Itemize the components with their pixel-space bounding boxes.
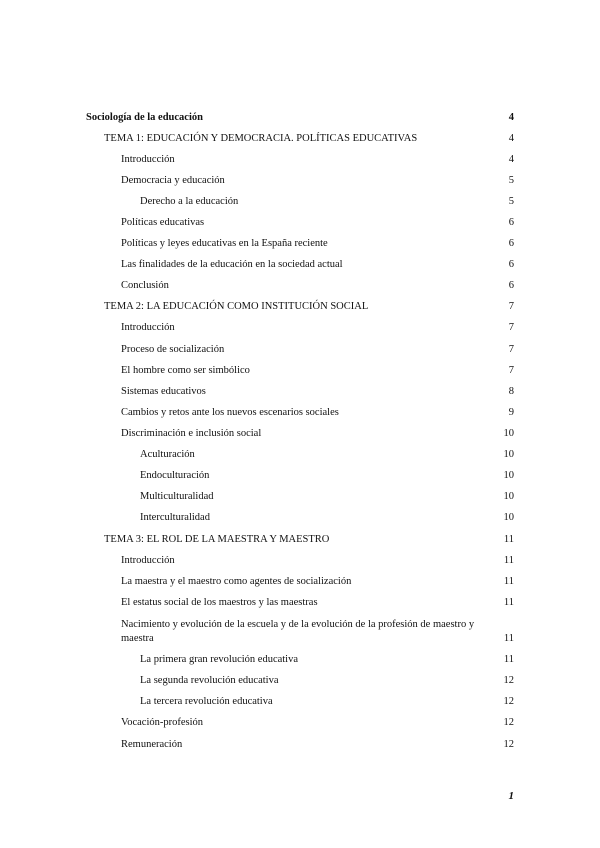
toc-entry-page: 7 [508,365,514,376]
toc-entry-page: 8 [508,386,514,397]
toc-entry-title: Cambios y retos ante los nuevos escenarios sociales [121,407,339,418]
toc-entry-page: 11 [503,597,514,608]
toc-entry-title: La tercera revolución educativa [140,696,273,707]
toc-entry-title: TEMA 2: LA EDUCACIÓN COMO INSTITUCIÓN SOCIAL [104,301,369,312]
toc-entry-page: 12 [503,696,514,707]
toc-entry-title: TEMA 3: EL ROL DE LA MAESTRA Y MAESTRO [104,534,330,545]
toc-entry-title: Nacimiento y evolución de la escuela y de la evolución de la profesión de maestro y maestra [121,619,475,644]
toc-entry-page: 4 [508,154,514,165]
toc-entry-title: El hombre como ser simbólico [121,365,250,376]
toc-entry-page: 11 [503,654,514,665]
toc-entry-page: 10 [503,512,514,523]
toc-entry-page: 9 [508,407,514,418]
toc-entry-page: 11 [503,555,514,566]
toc-entry-title: Democracia y educación [121,175,225,186]
toc-entry-page: 7 [508,344,514,355]
toc-entry-title: Discriminación e inclusión social [121,428,262,439]
toc-entry-title: Aculturación [140,449,195,460]
toc-entry-page: 6 [508,280,514,291]
toc-entry-page: 12 [503,717,514,728]
toc-entry-title: Proceso de socialización [121,344,225,355]
toc-entry-title: Remuneración [121,739,183,750]
toc-entry-title: La maestra y el maestro como agentes de socialización [121,576,352,587]
toc-entry-title: Derecho a la educación [140,196,239,207]
toc-entry-page: 4 [508,112,514,123]
toc-entry-page: 12 [503,675,514,686]
toc-entry-title: Sistemas educativos [121,386,206,397]
toc-entry-title: Vocación-profesión [121,717,204,728]
toc-entry-page: 6 [508,259,514,270]
toc-entry-page: 5 [508,175,514,186]
toc-entry-page: 10 [503,428,514,439]
toc-entry-page: 11 [503,576,514,587]
toc-entry-page: 6 [508,238,514,249]
toc-entry-title: Introducción [121,322,175,333]
toc-entry-title: Sociología de la educación [86,112,203,123]
toc-entry-page: 10 [503,470,514,481]
page-number: 1 [508,790,514,802]
toc-entry-title: Endoculturación [140,470,210,481]
toc-entry-title: Políticas y leyes educativas en la España reciente [121,238,328,249]
toc-entry-title: Introducción [121,555,175,566]
toc-entry-title: Las finalidades de la educación en la sociedad actual [121,259,343,270]
toc-entry-page: 11 [503,633,514,644]
toc-entry-title: Conclusión [121,280,169,291]
toc-entry-title: Políticas educativas [121,217,205,228]
toc-entry-page: 11 [503,534,514,545]
toc-entry-title: La primera gran revolución educativa [140,654,299,665]
toc-entry-title: El estatus social de los maestros y las maestras [121,597,318,608]
toc-entry-page: 5 [508,196,514,207]
toc-entry-page: 10 [503,449,514,460]
toc-entry-title: TEMA 1: EDUCACIÓN Y DEMOCRACIA. POLÍTICAS EDUCATIVAS [104,133,418,144]
toc-entry-title: Interculturalidad [140,512,210,523]
toc-entry-page: 6 [508,217,514,228]
toc-entry-title: Multiculturalidad [140,491,214,502]
toc-entry-page: 12 [503,739,514,750]
toc-entry-title: Introducción [121,154,175,165]
toc-entry-page: 10 [503,491,514,502]
toc-entry-page: 7 [508,322,514,333]
toc-entry-page: 7 [508,301,514,312]
toc-entry-title: La segunda revolución educativa [140,675,279,686]
toc-entry-page: 4 [508,133,514,144]
